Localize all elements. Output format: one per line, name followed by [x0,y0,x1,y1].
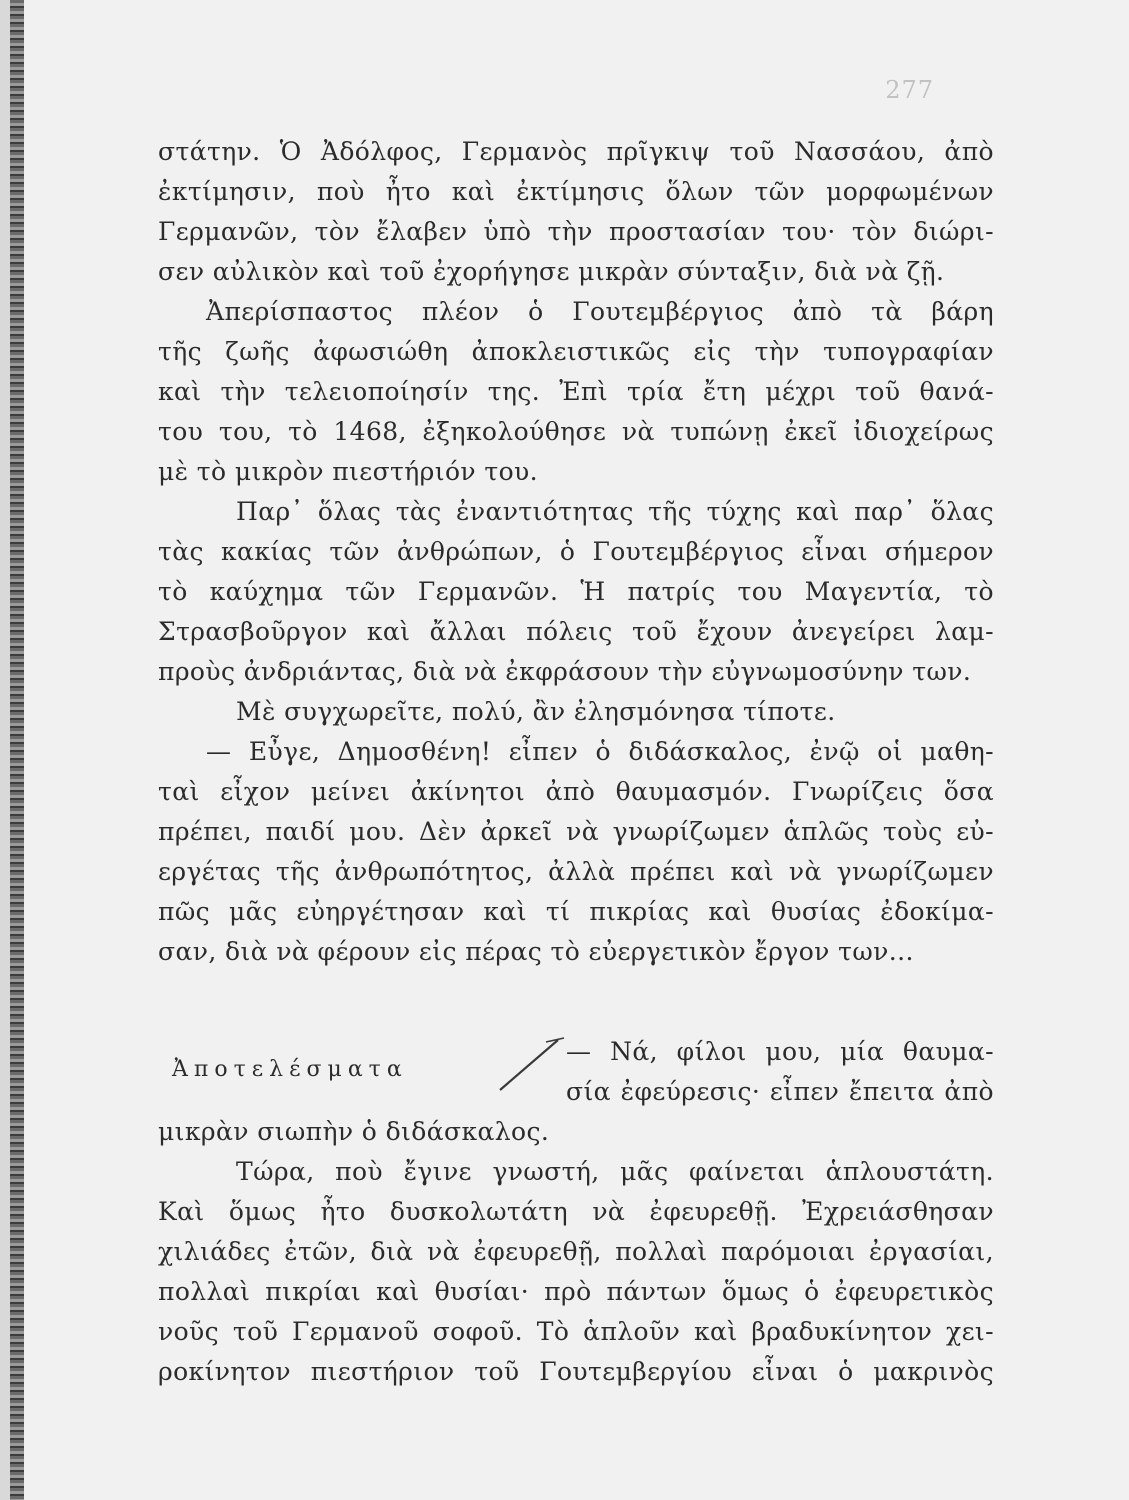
text-line: σαν, διὰ νὰ φέρουν εἰς πέρας τὸ εὐεργετικὸν ἔργον των... [158,937,914,966]
section-heading: Ἀποτελέσματα [172,1057,408,1082]
paragraph [158,292,994,492]
pencil-mark-icon [496,1034,566,1094]
text-line: εργέτας τῆς ἀνθρωπότητος, ἀλλὰ πρέπει καὶ νὰ γνωρίζωμεν [158,857,994,886]
paragraph [158,132,994,292]
page-number: 277 [885,76,934,104]
text-line: Ἀπερίσπαστος πλέον ὁ Γουτεμβέργιος ἀπὸ τὰ βάρη [206,297,994,326]
text-line: Καὶ ὅμως ἦτο δυσκολωτάτη νὰ ἐφευρεθῇ. Ἐχρειάσθησαν [158,1197,994,1226]
book-page [10,0,1129,1500]
text-line: ροκίνητον πιεστήριον τοῦ Γουτεμβεργίου εἶναι ὁ μακρινὸς [158,1357,994,1386]
text-line: — Νά, φίλοι μου, μία θαυμα- [566,1037,994,1066]
text-line: προὺς ἀνδριάντας, διὰ νὰ ἐκφράσουν τὴν εὐγνωμοσύνην των. [158,657,972,686]
text-line: σία ἐφεύρεσις· εἶπεν ἔπειτα ἀπὸ [566,1077,994,1106]
text-line: Γερμανῶν, τὸν ἔλαβεν ὑπὸ τὴν προστασίαν του· τὸν διώρι- [158,217,994,246]
page-body [158,132,994,1392]
text-line: του του, τὸ 1468, ἐξηκολούθησε νὰ τυπώνῃ ἐκεῖ ἰδιοχείρως [158,417,994,446]
text-line: καὶ τὴν τελειοποίησίν της. Ἐπὶ τρία ἔτη μέχρι τοῦ θανά- [158,377,994,406]
text-line: τὰς κακίας τῶν ἀνθρώπων, ὁ Γουτεμβέργιος εἶναι σήμερον [158,537,994,566]
text-line: πῶς μᾶς εὐηργέτησαν καὶ τί πικρίας καὶ θυσίας ἐδοκίμα- [158,897,994,926]
text-line: τὸ καύχημα τῶν Γερμανῶν. Ἡ πατρίς του Μαγεντία, τὸ [158,577,994,606]
text-line: ἐκτίμησιν, ποὺ ἦτο καὶ ἐκτίμησις ὅλων τῶν μορφωμένων [158,177,994,206]
paragraph [158,1152,994,1392]
text-line: Μὲ συγχωρεῖτε, πολύ, ἂν ἐλησμόνησα τίποτε. [236,697,836,726]
text-line: μικρὰν σιωπὴν ὁ διδάσκαλος. [158,1117,550,1146]
text-line: πρέπει, παιδί μου. Δὲν ἀρκεῖ νὰ γνωρίζωμεν ἁπλῶς τοὺς εὐ- [158,817,994,846]
section-gap [158,972,994,1032]
paragraph [158,692,994,732]
text-line: Στρασβοῦργον καὶ ἄλλαι πόλεις τοῦ ἔχουν ἀνεγείρει λαμ- [158,617,994,646]
text-line: ταὶ εἶχον μείνει ἀκίνητοι ἀπὸ θαυμασμόν. Γνωρίζεις ὅσα [158,777,994,806]
text-line: Παρ᾽ ὅλας τὰς ἐναντιότητας τῆς τύχης καὶ παρ᾽ ὅλας [236,497,994,526]
paragraph [158,492,994,692]
text-line: πολλαὶ πικρίαι καὶ θυσίαι· πρὸ πάντων ὅμως ὁ ἐφευρετικὸς [158,1277,994,1306]
paragraph [158,732,994,972]
binding-edge [10,0,24,1500]
section-heading-row [158,1032,994,1112]
text-line: χιλιάδες ἐτῶν, διὰ νὰ ἐφευρεθῇ, πολλαὶ παρόμοιαι ἐργασίαι, [158,1237,994,1266]
text-line: Τώρα, ποὺ ἔγινε γνωστή, μᾶς φαίνεται ἁπλουστάτη. [236,1157,994,1186]
text-line: τῆς ζωῆς ἀφωσιώθη ἀποκλειστικῶς εἰς τὴν τυπογραφίαν [158,337,994,366]
text-line: στάτην. Ὁ Ἀδόλφος, Γερμανὸς πρῖγκιψ τοῦ Νασσάου, ἀπὸ [158,137,994,166]
section-side-text [566,1032,994,1112]
text-line: μὲ τὸ μικρὸν πιεστήριόν του. [158,457,538,486]
text-line: — Εὖγε, Δημοσθένη! εἶπεν ὁ διδάσκαλος, ἐνῷ οἱ μαθη- [206,737,994,766]
text-line: νοῦς τοῦ Γερμανοῦ σοφοῦ. Τὸ ἁπλοῦν καὶ βραδυκίνητον χει- [158,1317,994,1346]
text-line: σεν αὐλικὸν καὶ τοῦ ἐχορήγησε μικρὰν σύνταξιν, διὰ νὰ ζῇ. [158,257,945,286]
